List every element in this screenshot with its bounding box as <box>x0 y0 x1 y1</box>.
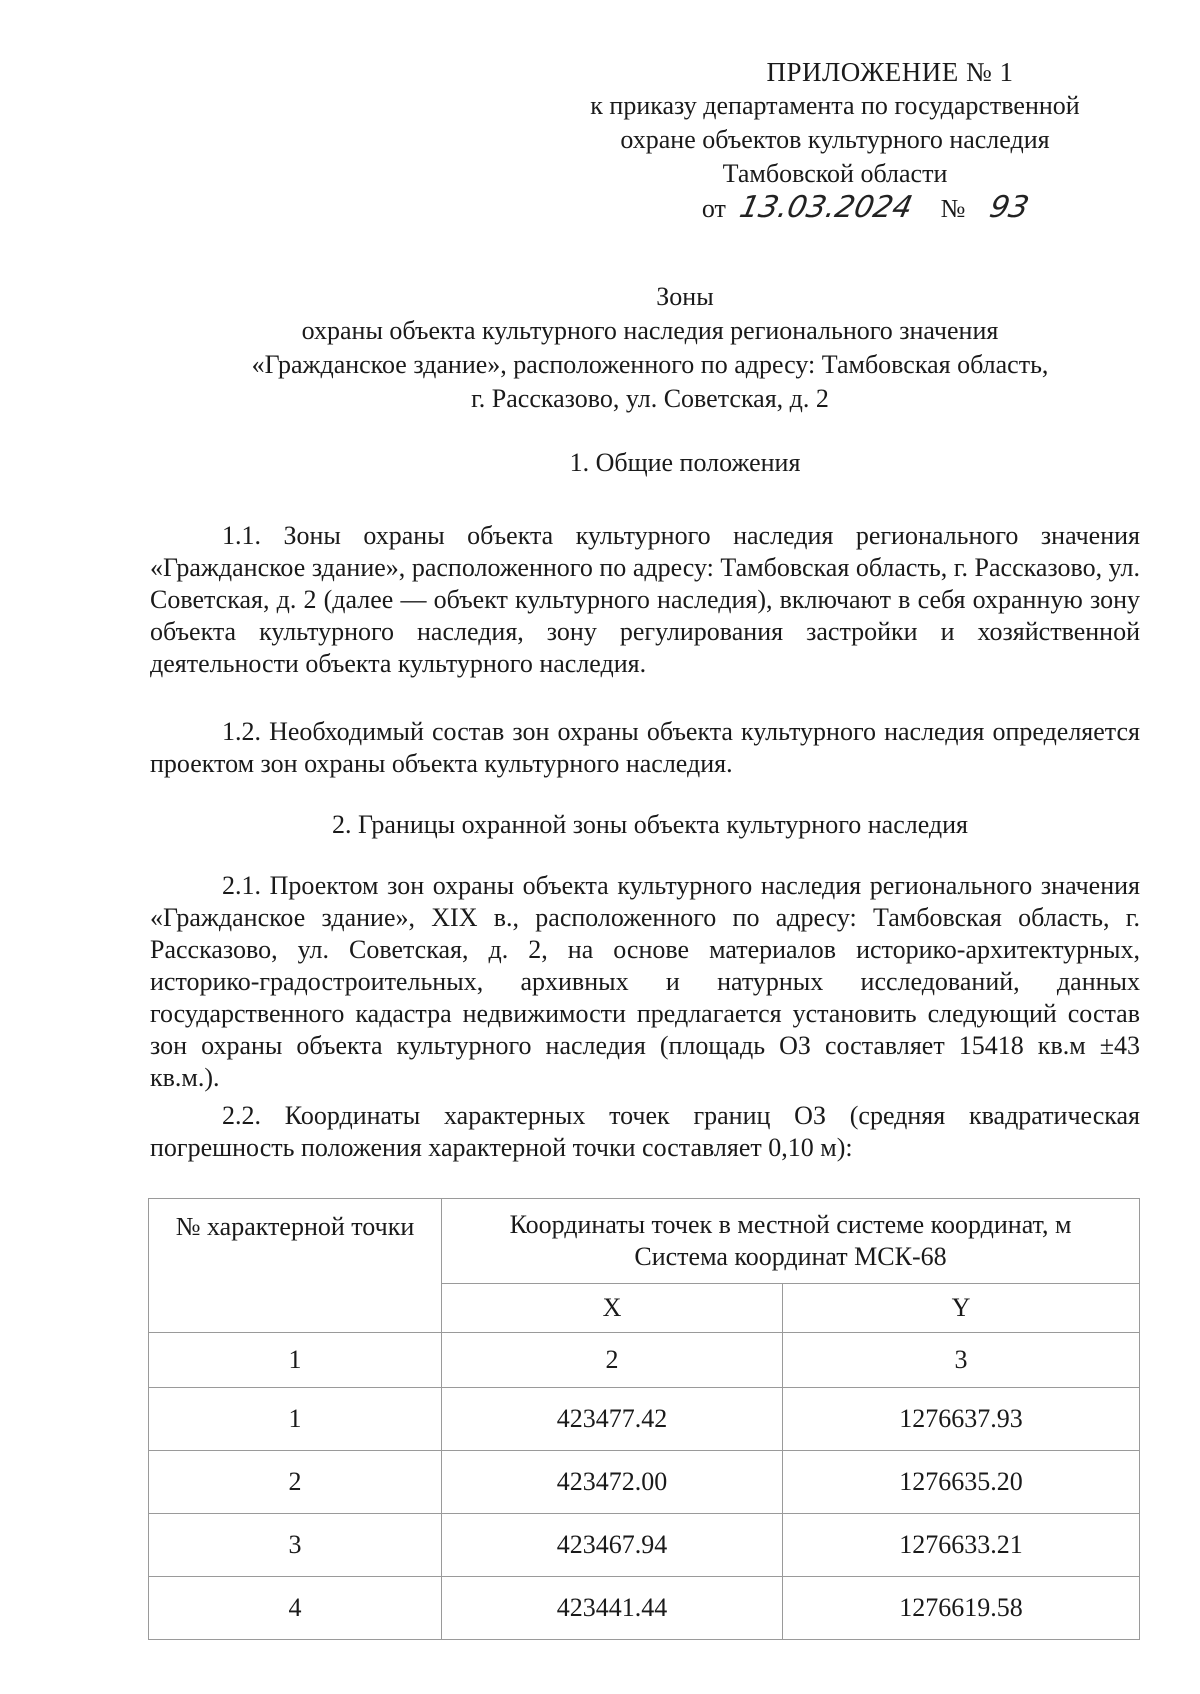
order-line-3: Тамбовской области <box>722 159 948 188</box>
header-coordinates-line-2: Система координат МСК-68 <box>634 1242 947 1271</box>
title-line-3: «Гражданское здание», расположенного по адресу: Тамбовская область, <box>251 350 1049 379</box>
handwritten-date: 13.03.2024 <box>736 190 916 225</box>
section-1-heading: 1. Общие положения <box>569 448 801 477</box>
header-y: Y <box>783 1284 1140 1333</box>
header-coordinates <box>442 1199 1140 1284</box>
from-label: от <box>701 194 726 223</box>
table-row <box>149 1451 1140 1514</box>
coordinates-table <box>148 1198 1140 1640</box>
x-cell: 423472.00 <box>442 1451 783 1514</box>
point-number-cell: 1 <box>149 1388 442 1451</box>
header-x: X <box>442 1284 783 1333</box>
point-number-cell: 3 <box>149 1514 442 1577</box>
x-cell: 423477.42 <box>442 1388 783 1451</box>
section-2-heading: 2. Границы охранной зоны объекта культурного наследия <box>331 810 969 839</box>
index-cell: 2 <box>442 1333 783 1388</box>
y-cell: 1276633.21 <box>783 1514 1140 1577</box>
x-cell: 423441.44 <box>442 1577 783 1640</box>
document-title <box>150 280 1150 416</box>
handwritten-number: 93 <box>986 190 1032 225</box>
title-line-1: Зоны <box>656 282 714 311</box>
paragraph-2-1: 2.1. Проектом зон охраны объекта культурного наследия регионального значения «Гражданское здание», XIX в., расположенного по адресу: Тамбовская область, г. Рассказово, ул. Советская, д. 2, на основе материалов историко-архитектурных, историко-градостроительных, архивных и натурных исследований, данных государственного кадастра недвижимости предлагается установить следующий состав зон охраны объекта культурного наследия (площадь ОЗ составляет 15418 кв.м ±43 кв.м.). <box>150 871 1140 1092</box>
paragraph-1-2: 1.2. Необходимый состав зон охраны объекта культурного наследия определяется проектом зон охраны объекта культурного наследия. <box>150 717 1140 778</box>
y-cell: 1276619.58 <box>783 1577 1140 1640</box>
appendix-title: ПРИЛОЖЕНИЕ № 1 <box>766 57 1014 87</box>
order-line-2: охране объектов культурного наследия <box>620 125 1050 154</box>
y-cell: 1276637.93 <box>783 1388 1140 1451</box>
number-label: № <box>940 194 966 223</box>
paragraph-2-2: 2.2. Координаты характерных точек границ ОЗ (средняя квадратическая погрешность положения характерной точки составляет 0,10 м): <box>150 1101 1140 1162</box>
table-index-row <box>149 1333 1140 1388</box>
appendix-header <box>540 55 1130 226</box>
table-row <box>149 1388 1140 1451</box>
title-line-4: г. Рассказово, ул. Советская, д. 2 <box>471 384 829 413</box>
point-number-cell: 4 <box>149 1577 442 1640</box>
y-cell: 1276635.20 <box>783 1451 1140 1514</box>
header-point-number: № характерной точки <box>149 1199 442 1333</box>
paragraph-1-1: 1.1. Зоны охраны объекта культурного наследия регионального значения «Гражданское здание», расположенного по адресу: Тамбовская область, г. Рассказово, ул. Советская, д. 2 (далее — объект культурного наследия), включают в себя охранную зону объекта культурного наследия, зону регулирования застройки и хозяйственной деятельности объекта культурного наследия. <box>150 521 1140 678</box>
table-header-row <box>149 1199 1140 1284</box>
order-line-1: к приказу департамента по государственной <box>590 91 1080 120</box>
x-cell: 423467.94 <box>442 1514 783 1577</box>
title-line-2: охраны объекта культурного наследия регионального значения <box>301 316 999 345</box>
point-number-cell: 2 <box>149 1451 442 1514</box>
index-cell: 1 <box>149 1333 442 1388</box>
table-row <box>149 1514 1140 1577</box>
index-cell: 3 <box>783 1333 1140 1388</box>
header-coordinates-line-1: Координаты точек в местной системе координат, м <box>509 1210 1072 1239</box>
table-row <box>149 1577 1140 1640</box>
order-date-line <box>600 191 1130 226</box>
